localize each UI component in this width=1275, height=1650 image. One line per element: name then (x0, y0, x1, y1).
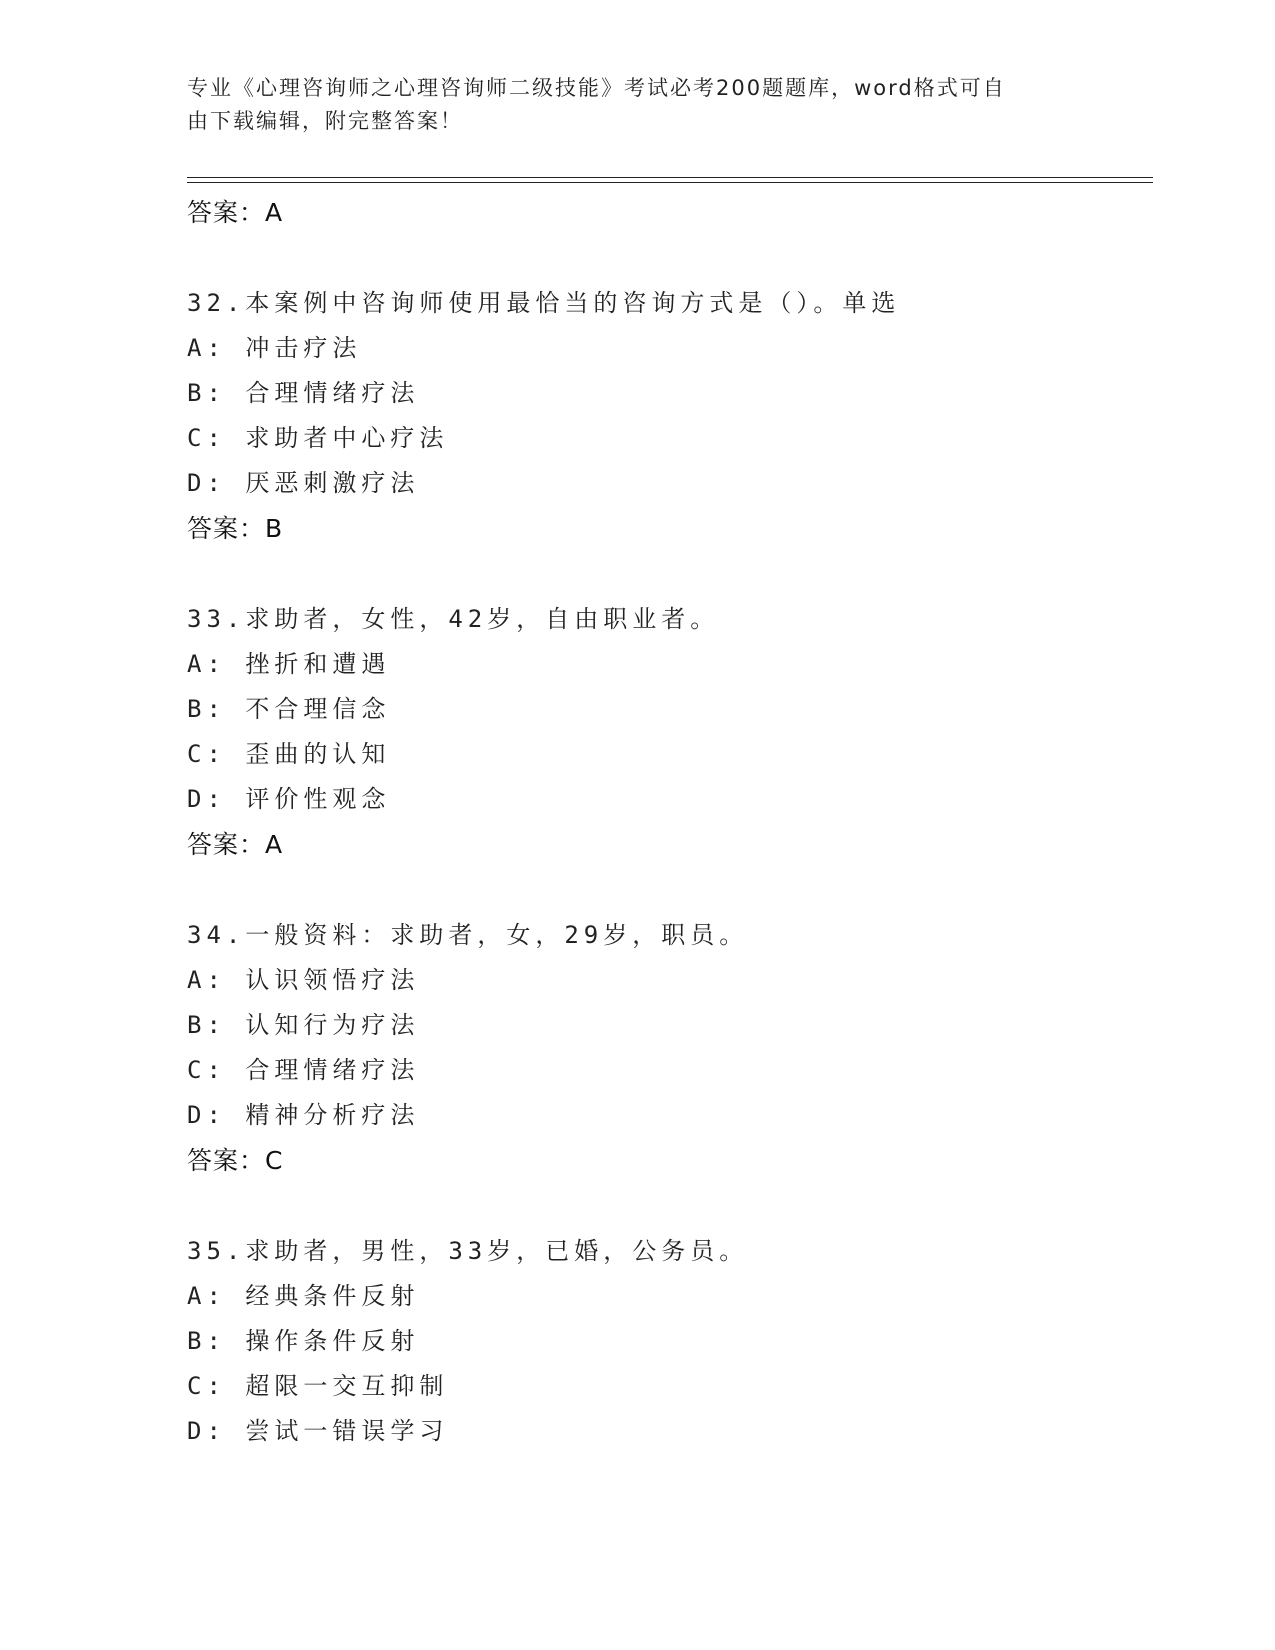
header-line-2: 由下载编辑，附完整答案！ (187, 109, 463, 133)
answer-line: 答案：C (187, 1146, 284, 1175)
option-d: D: 尝试一错误学习 (187, 1417, 449, 1445)
header-line-1: 专业《心理咨询师之心理咨询师二级技能》考试必考200题题库，word格式可自 (187, 76, 1006, 100)
header-divider-bottom (187, 182, 1153, 183)
option-b: B: 认知行为疗法 (187, 1011, 420, 1039)
option-a: A: 挫折和遭遇 (187, 650, 391, 678)
option-c: C: 歪曲的认知 (187, 740, 391, 768)
question-block (187, 913, 1153, 1183)
answer-line: 答案：A (187, 830, 284, 859)
header-divider-top (187, 177, 1153, 178)
question-text: 34.一般资料：求助者，女，29岁，职员。 (187, 921, 749, 949)
spacer (187, 235, 1153, 281)
document-header (187, 72, 1067, 138)
option-c: C: 合理情绪疗法 (187, 1056, 420, 1084)
spacer (187, 1183, 1153, 1229)
question-text: 33.求助者，女性，42岁，自由职业者。 (187, 605, 720, 633)
question-block (187, 281, 1153, 551)
option-d: D: 评价性观念 (187, 785, 391, 813)
option-a: A: 认识领悟疗法 (187, 966, 420, 994)
question-text: 35.求助者，男性，33岁，已婚，公务员。 (187, 1237, 749, 1265)
option-b: B: 操作条件反射 (187, 1327, 420, 1355)
spacer (187, 551, 1153, 597)
question-block (187, 597, 1153, 867)
question-block (187, 1229, 1153, 1454)
answer-line: 答案：A (187, 198, 284, 227)
option-c: C: 求助者中心疗法 (187, 424, 449, 452)
option-c: C: 超限一交互抑制 (187, 1372, 449, 1400)
question-text: 32.本案例中咨询师使用最恰当的咨询方式是（）。单选 (187, 289, 901, 317)
option-b: B: 不合理信念 (187, 695, 391, 723)
spacer (187, 867, 1153, 913)
answer-line: 答案：B (187, 514, 284, 543)
option-a: A: 冲击疗法 (187, 334, 362, 362)
option-b: B: 合理情绪疗法 (187, 379, 420, 407)
option-d: D: 厌恶刺激疗法 (187, 469, 420, 497)
option-d: D: 精神分析疗法 (187, 1101, 420, 1129)
question-list (187, 190, 1153, 1454)
option-a: A: 经典条件反射 (187, 1282, 420, 1310)
